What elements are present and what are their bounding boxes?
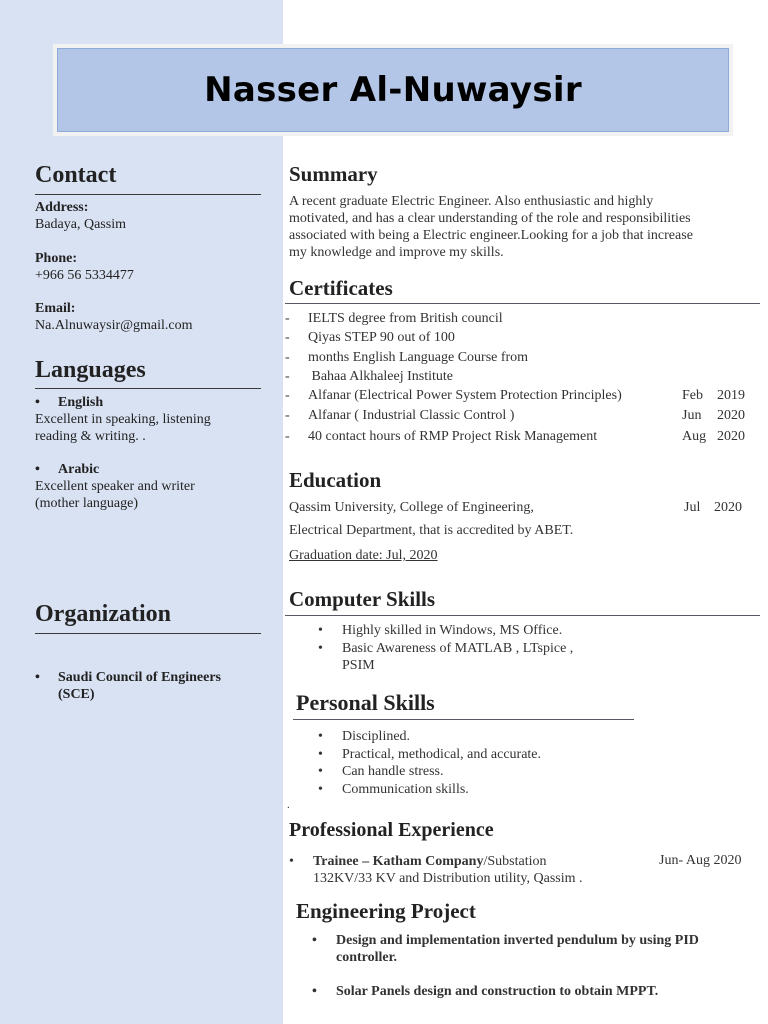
project-item: • Design and implementation inverted pendulum by using PID [312,933,699,948]
experience-detail: 132KV/33 KV and Distribution utility, Qassim . [313,871,583,886]
education-date: Jul 2020 [684,500,742,515]
personal-skill-item: • Disciplined. [318,729,411,744]
education-department: Electrical Department, that is accredited by ABET. [289,523,574,538]
language-english [35,395,104,411]
organization-name: Saudi Council of Engineers [58,670,221,685]
certificates-heading: Certificates [289,276,393,300]
organization-abbr: (SCE) [58,687,95,702]
bullet: • [35,670,40,685]
computer-skills-rule [285,615,760,616]
stray-period: . [287,799,290,811]
language-desc: reading & writing. . [35,429,146,444]
email-value[interactable]: Na.Alnuwaysir@gmail.com [35,318,193,333]
sidebar [0,0,283,1024]
address-value: Badaya, Qassim [35,217,126,232]
contact-rule [35,194,261,195]
personal-skill-item: • Can handle stress. [318,764,444,779]
summary-text [289,193,759,261]
language-arabic [35,462,100,478]
computer-skills-heading: Computer Skills [289,587,436,611]
personal-skill-item: • Practical, methodical, and accurate. [318,747,542,762]
address-label: Address: [35,200,89,215]
languages-heading: Languages [35,357,146,383]
graduation-date: Graduation date: Jul, 2020 [289,548,438,563]
email-label: Email: [35,301,76,316]
project-item-cont: controller. [336,950,398,965]
certificate-date: Jun 2020 [682,408,745,423]
certificate-date: Aug 2020 [682,429,745,444]
project-item: • Solar Panels design and construction to obtain MPPT. [312,984,659,999]
language-desc: Excellent in speaking, listening [35,412,211,427]
summary-heading: Summary [289,162,378,186]
bullet: • [35,395,40,410]
language-desc: (mother language) [35,496,139,511]
computer-skill-item: • Basic Awareness of MATLAB , LTspice , [318,641,574,656]
language-name: Arabic [58,462,100,477]
organization-heading: Organization [35,601,171,627]
computer-skill-item-cont: PSIM [342,658,375,673]
personal-skills-heading: Personal Skills [296,690,435,715]
personal-skills-rule [293,719,634,720]
computer-skill-item: • Highly skilled in Windows, MS Office. [318,623,563,638]
organization-item [35,670,221,686]
certificates-rule [285,303,760,304]
name-banner [53,44,733,136]
phone-label: Phone: [35,251,77,266]
project-heading: Engineering Project [296,899,476,923]
language-name: English [58,395,104,410]
summary-line: motivated, and has a clear understanding of the role and responsibilities [289,211,691,226]
certificate-date: Feb 2019 [682,388,745,403]
summary-line: associated with being a Electric engineer.Looking for a job that increase [289,228,693,243]
languages-rule [35,388,261,389]
summary-line: my knowledge and improve my skills. [289,245,504,260]
education-university: Qassim University, College of Engineering, [289,500,534,515]
experience-dates: Jun- Aug 2020 [659,853,742,868]
experience-heading: Professional Experience [289,819,494,841]
phone-value: +966 56 5334477 [35,268,134,283]
language-desc: Excellent speaker and writer [35,479,195,494]
candidate-name: Nasser Al-Nuwaysir [204,70,582,110]
education-heading: Education [289,468,382,492]
personal-skill-item: • Communication skills. [318,782,469,797]
organization-rule [35,633,261,634]
summary-line: A recent graduate Electric Engineer. Also enthusiastic and highly [289,194,654,209]
experience-item: • Trainee – Katham Company/Substation [289,854,547,869]
bullet: • [35,462,40,477]
contact-heading: Contact [35,162,117,188]
